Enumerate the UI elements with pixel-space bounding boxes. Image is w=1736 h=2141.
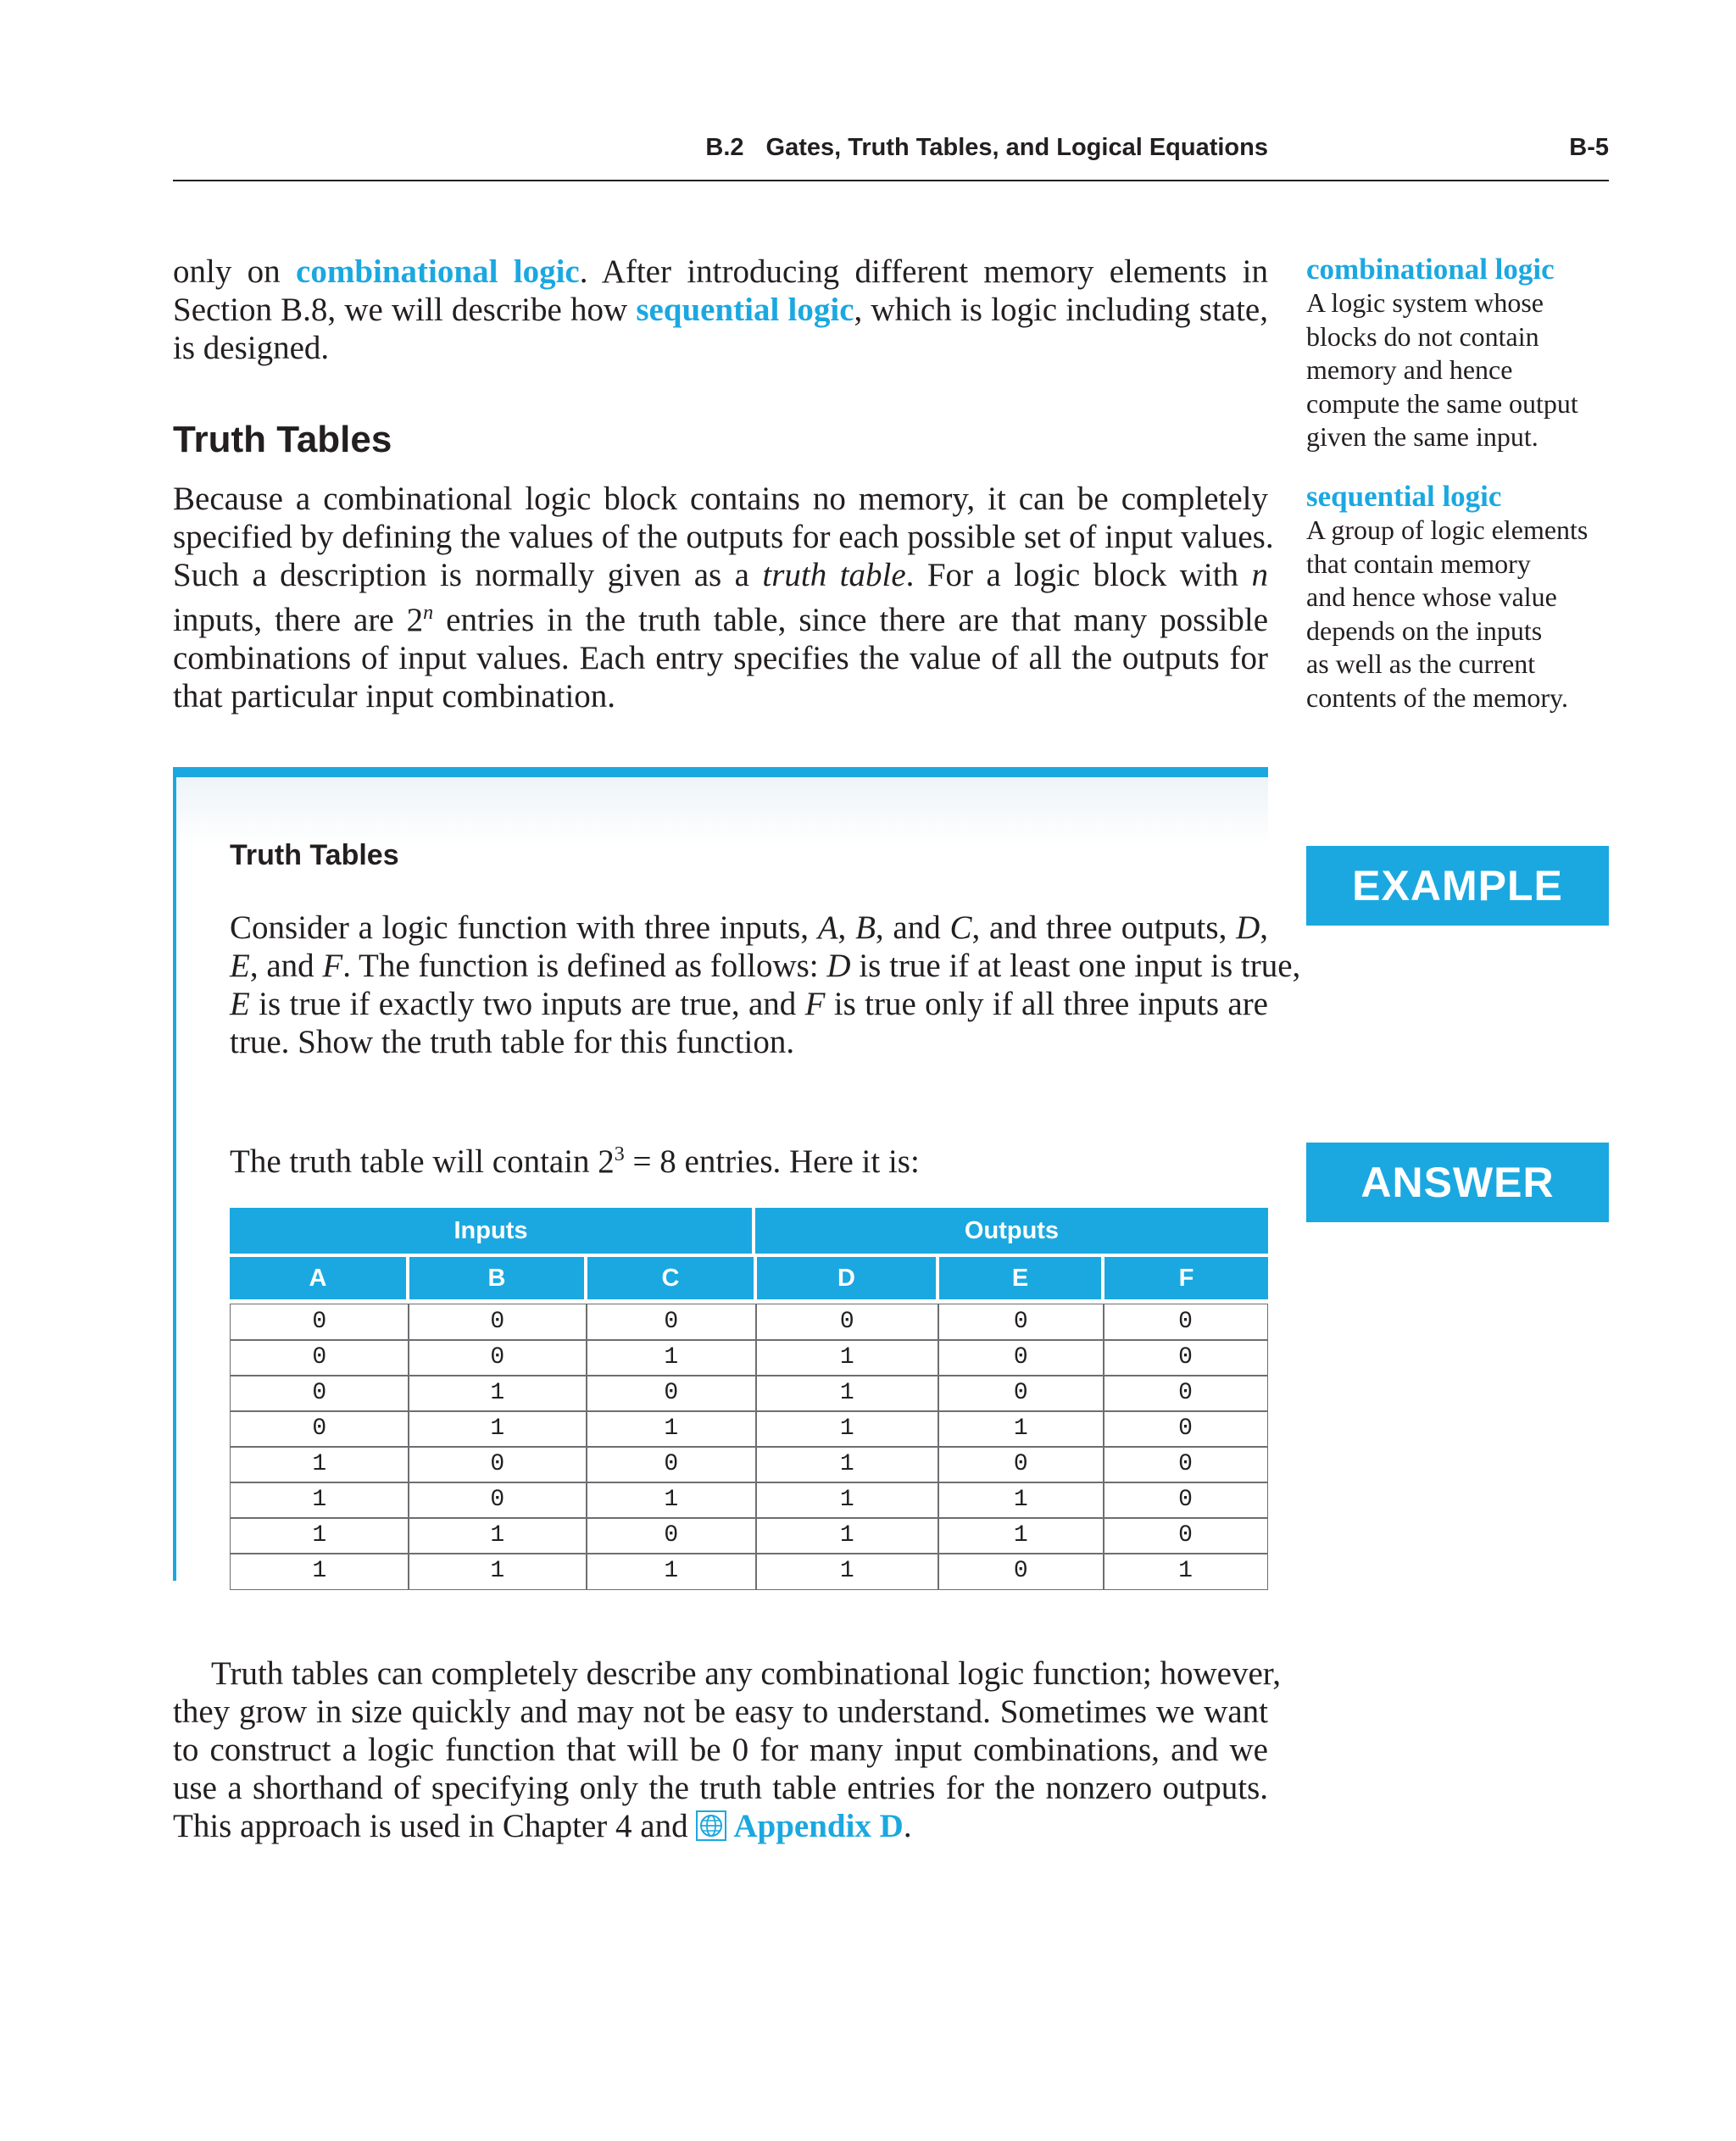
table-cell: 1 bbox=[408, 1517, 587, 1554]
table-cell: 1 bbox=[408, 1553, 587, 1590]
table-cell: 0 bbox=[1103, 1339, 1268, 1376]
table-cell: 1 bbox=[586, 1482, 757, 1519]
table-cell: 1 bbox=[1103, 1553, 1268, 1590]
text-line: Consider a logic function with three inputs, A, B, and C, and three outputs, D, bbox=[230, 909, 1268, 946]
text-line: Section B.8, we will describe how sequential logic, which is logic including state, bbox=[173, 292, 1268, 328]
table-cell: 1 bbox=[755, 1553, 939, 1590]
table-cell: 0 bbox=[1103, 1446, 1268, 1483]
column-header-b: B bbox=[409, 1257, 584, 1299]
truth-table-paragraph bbox=[173, 480, 1274, 715]
text-line: that particular input combination. bbox=[173, 678, 616, 715]
table-cell: 1 bbox=[230, 1553, 409, 1590]
text-line: combinations of input values. Each entry specifies the value of all the outputs for bbox=[173, 640, 1268, 676]
table-cell: 0 bbox=[1103, 1304, 1268, 1341]
example-title: Truth Tables bbox=[230, 839, 399, 871]
table-cell: 0 bbox=[586, 1375, 757, 1412]
table-cell: 0 bbox=[938, 1553, 1104, 1590]
column-header-d: D bbox=[757, 1257, 936, 1299]
table-cell: 0 bbox=[938, 1375, 1104, 1412]
text-line: inputs, there are 2$^n$ entries in the truth table, since there are that many possible bbox=[173, 602, 1269, 638]
table-cell: 1 bbox=[755, 1410, 939, 1448]
table-cell: 1 bbox=[938, 1410, 1104, 1448]
table-cell: 0 bbox=[408, 1446, 587, 1483]
table-cell: 0 bbox=[1103, 1375, 1268, 1412]
text-line: This approach is used in Chapter 4 and Appendix D. bbox=[173, 1808, 912, 1844]
glossary-definition: A group of logic elements that contain memory and hence whose value depends on the inputs as well as the current contents of the memory. bbox=[1306, 514, 1589, 713]
table-cell: 1 bbox=[755, 1339, 939, 1376]
inputs-group-header: Inputs bbox=[230, 1208, 752, 1254]
text-line: to construct a logic function that will be 0 for many input combinations, and we bbox=[173, 1732, 1268, 1768]
text-line: E, and F. The function is defined as follows: D is true if at least one input is true, bbox=[230, 948, 1301, 984]
outputs-group-header: Outputs bbox=[755, 1208, 1268, 1254]
text-line: use a shorthand of specifying only the truth table entries for the nonzero outputs. bbox=[173, 1770, 1268, 1806]
text-line: Truth tables can completely describe any combinational logic function; however, bbox=[211, 1655, 1281, 1692]
glossary-entry bbox=[1306, 480, 1620, 715]
intro-paragraph bbox=[173, 253, 1268, 367]
glossary-term: combinational logic bbox=[1306, 253, 1555, 286]
table-cell: 1 bbox=[938, 1482, 1104, 1519]
column-header-e: E bbox=[939, 1257, 1101, 1299]
table-cell: 1 bbox=[408, 1375, 587, 1412]
text-line: they grow in size quickly and may not be easy to understand. Sometimes we want bbox=[173, 1693, 1268, 1730]
table-cell: 0 bbox=[230, 1339, 409, 1376]
table-cell: 1 bbox=[230, 1482, 409, 1519]
glossary-term: sequential logic bbox=[1306, 480, 1502, 513]
text-line: is designed. bbox=[173, 330, 330, 366]
table-cell: 1 bbox=[755, 1375, 939, 1412]
column-header-c: C bbox=[587, 1257, 754, 1299]
text-line: E is true if exactly two inputs are true, and F is true only if all three inputs are bbox=[230, 986, 1268, 1022]
text-line: The truth table will contain $2^3 = 8$ entries. Here it is: bbox=[230, 1143, 920, 1180]
table-cell: 1 bbox=[755, 1482, 939, 1519]
table-cell: 1 bbox=[586, 1410, 757, 1448]
table-cell: 1 bbox=[755, 1517, 939, 1554]
running-header bbox=[173, 134, 1609, 168]
table-cell: 0 bbox=[938, 1339, 1104, 1376]
closing-paragraph bbox=[173, 1654, 1281, 1845]
header-rule bbox=[173, 180, 1609, 181]
section-subheading: Truth Tables bbox=[173, 419, 392, 460]
table-cell: 1 bbox=[938, 1517, 1104, 1554]
table-cell: 0 bbox=[755, 1304, 939, 1341]
example-box-top-bar bbox=[173, 767, 1268, 777]
text-line: true. Show the truth table for this function. bbox=[230, 1024, 795, 1060]
combinational-logic-term[interactable]: combinational logic bbox=[296, 253, 580, 290]
section-heading bbox=[705, 134, 1268, 162]
table-cell: 1 bbox=[755, 1446, 939, 1483]
table-cell: 0 bbox=[230, 1375, 409, 1412]
text-line: Because a combinational logic block contains no memory, it can be completely bbox=[173, 481, 1268, 517]
table-cell: 0 bbox=[408, 1482, 587, 1519]
sequential-logic-term[interactable]: sequential logic bbox=[636, 292, 854, 328]
table-cell: 0 bbox=[938, 1304, 1104, 1341]
globe-icon bbox=[696, 1810, 726, 1841]
table-cell: 0 bbox=[586, 1446, 757, 1483]
table-cell: 0 bbox=[1103, 1482, 1268, 1519]
table-cell: 0 bbox=[230, 1410, 409, 1448]
column-header-a: A bbox=[230, 1257, 406, 1299]
glossary-entry bbox=[1306, 253, 1620, 454]
answer-tag: ANSWER bbox=[1306, 1143, 1609, 1222]
text-line: Such a description is normally given as a truth table. For a logic block with n bbox=[173, 557, 1268, 593]
section-title: Gates, Truth Tables, and Logical Equations bbox=[765, 134, 1268, 161]
glossary-definition: A logic system whose blocks do not contain memory and hence compute the same output given the same input. bbox=[1306, 287, 1578, 452]
table-cell: 0 bbox=[1103, 1410, 1268, 1448]
table-cell: 0 bbox=[1103, 1517, 1268, 1554]
text-line: only on combinational logic. After introducing different memory elements in bbox=[173, 253, 1269, 290]
example-tag: EXAMPLE bbox=[1306, 846, 1609, 926]
table-cell: 1 bbox=[586, 1339, 757, 1376]
table-cell: 1 bbox=[230, 1517, 409, 1554]
table-cell: 0 bbox=[230, 1304, 409, 1341]
table-cell: 1 bbox=[230, 1446, 409, 1483]
text-line: specified by defining the values of the outputs for each possible set of input values. bbox=[173, 519, 1274, 555]
example-box-left-bar bbox=[173, 767, 176, 1581]
appendix-d-link[interactable]: Appendix D bbox=[733, 1808, 904, 1844]
table-cell: 0 bbox=[938, 1446, 1104, 1483]
table-cell: 0 bbox=[586, 1304, 757, 1341]
example-box-shade bbox=[176, 777, 1268, 847]
answer-text bbox=[230, 1136, 920, 1181]
column-header-f: F bbox=[1104, 1257, 1268, 1299]
table-cell: 1 bbox=[408, 1410, 587, 1448]
page-number: B-5 bbox=[1569, 134, 1609, 161]
table-cell: 0 bbox=[408, 1304, 587, 1341]
table-cell: 1 bbox=[586, 1553, 757, 1590]
section-number: B.2 bbox=[705, 134, 744, 161]
example-question bbox=[230, 909, 1301, 1061]
table-cell: 0 bbox=[408, 1339, 587, 1376]
table-cell: 0 bbox=[586, 1517, 757, 1554]
